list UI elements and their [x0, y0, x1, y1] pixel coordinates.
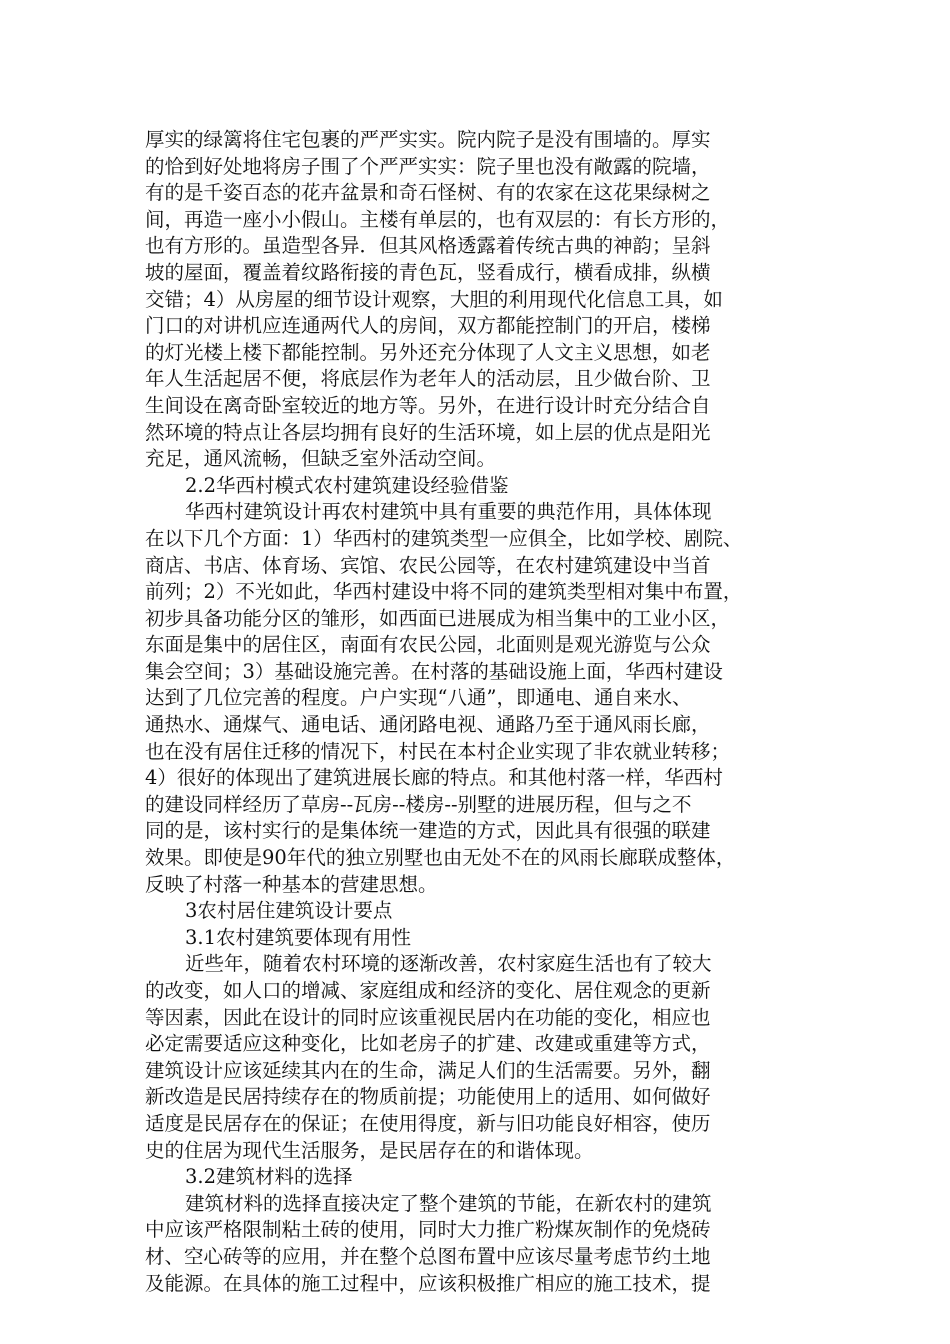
text-line: 建筑设计应该延续其内在的生命，满足人们的生活需要。另外，翻 [145, 1058, 711, 1082]
text-line: 建筑材料的选择直接决定了整个建筑的节能，在新农村的建筑 [185, 1191, 712, 1215]
text-line: 史的住居为现代生活服务，是民居存在的和谐体现。 [145, 1138, 594, 1162]
text-line: 也在没有居住迁移的情况下，村民在本村企业实现了非农就业转移； [145, 739, 731, 763]
text-line: 的恰到好处地将房子围了个严严实实：院子里也没有敞露的院墙， [145, 154, 711, 178]
text-line: 前列；2）不光如此，华西村建设中将不同的建筑类型相对集中布置， [145, 580, 743, 604]
text-line: 东面是集中的居住区，南面有农民公园，北面则是观光游览与公众 [145, 633, 711, 657]
text-line: 商店、书店、体育场、宾馆、农民公园等，在农村建筑建设中当首 [145, 553, 711, 577]
text-line: 有的是千姿百态的花卉盆景和奇石怪树、有的农家在这花果绿树之 [145, 181, 711, 205]
text-line: 在以下几个方面：1）华西村的建筑类型一应俱全，比如学校、剧院、 [145, 526, 743, 550]
text-line: 及能源。在具体的施工过程中，应该积极推广相应的施工技术，提 [145, 1271, 711, 1295]
text-line: 的灯光楼上楼下都能控制。另外还充分体现了人文主义思想，如老 [145, 340, 711, 364]
section-heading-3-1: 3.1农村建筑要体现有用性 [185, 925, 412, 949]
text-line: 通热水、通煤气、通电话、通闭路电视、通路乃至于通风雨长廊， [145, 713, 711, 737]
text-line: 厚实的绿篱将住宅包裹的严严实实。院内院子是没有围墙的。厚实 [145, 128, 711, 151]
text-line: 的建设同样经历了草房--瓦房--楼房--别墅的进展历程，但与之不 [145, 792, 692, 816]
text-line: 年人生活起居不便，将底层作为老年人的活动层，且少做台阶、卫 [145, 367, 711, 391]
text-line: 也有方形的。虽造型各异．但其风格透露着传统古典的神韵；呈斜 [145, 234, 711, 258]
text-line: 同的是，该村实行的是集体统一建造的方式，因此具有很强的联建 [145, 819, 711, 843]
text-line: 间，再造一座小小假山。主楼有单层的，也有双层的：有长方形的， [145, 207, 731, 231]
section-heading-2-2: 2.2华西村模式农村建筑建设经验借鉴 [185, 473, 509, 497]
text-line: 新改造是民居持续存在的物质前提；功能使用上的适用、如何做好 [145, 1085, 711, 1109]
text-line: 达到了几位完善的程度。户户实现“八通”，即通电、通自来水、 [145, 686, 692, 710]
text-line: 的改变，如人口的增减、家庭组成和经济的变化、居住观念的更新 [145, 979, 711, 1002]
text-line: 4）很好的体现出了建筑进展长廊的特点。和其他村落一样，华西村 [145, 766, 723, 790]
text-line: 反映了村落一种基本的营建思想。 [145, 872, 438, 896]
text-line: 然环境的特点让各层均拥有良好的生活环境，如上层的优点是阳光 [145, 420, 711, 444]
text-line: 初步具备功能分区的雏形，如西面已进展成为相当集中的工业小区， [145, 606, 731, 630]
text-line: 效果。即使是90年代的独立别墅也由无处不在的风雨长廊联成整体， [145, 846, 736, 870]
text-line: 材、空心砖等的应用，并在整个总图布置中应该尽量考虑节约土地 [145, 1244, 711, 1268]
text-line: 生间设在离奇卧室较近的地方等。另外，在进行设计时充分结合自 [145, 393, 711, 417]
text-line: 近些年，随着农村环境的逐渐改善，农村家庭生活也有了较大 [185, 952, 712, 976]
text-line: 适度是民居存在的保证；在使用得度，新与旧功能良好相容，使历 [145, 1111, 711, 1135]
section-heading-3-2: 3.2建筑材料的选择 [185, 1165, 353, 1189]
text-line: 门口的对讲机应连通两代人的房间，双方都能控制门的开启，楼梯 [145, 314, 711, 338]
body-text [145, 127, 815, 1297]
text-line: 等因素，因此在设计的同时应该重视民居内在功能的变化，相应也 [145, 1005, 711, 1029]
text-line: 交错；4）从房屋的细节设计观察，大胆的利用现代化信息工具，如 [145, 287, 723, 311]
section-heading-3: 3农村居住建筑设计要点 [185, 899, 393, 923]
text-line: 充足，通风流畅，但缺乏室外活动空间。 [145, 447, 497, 471]
text-line: 坡的屋面，覆盖着纹路衔接的青色瓦，竖看成行，横看成排，纵横 [145, 260, 711, 284]
text-line: 必定需要适应这种变化，比如老房子的扩建、改建或重建等方式， [145, 1032, 711, 1056]
text-line: 华西村建筑设计再农村建筑中具有重要的典范作用，具体体现 [185, 500, 712, 524]
text-line: 中应该严格限制粘土砖的使用，同时大力推广粉煤灰制作的免烧砖 [145, 1218, 711, 1242]
text-line: 集会空间；3）基础设施完善。在村落的基础设施上面，华西村建设 [145, 659, 723, 683]
